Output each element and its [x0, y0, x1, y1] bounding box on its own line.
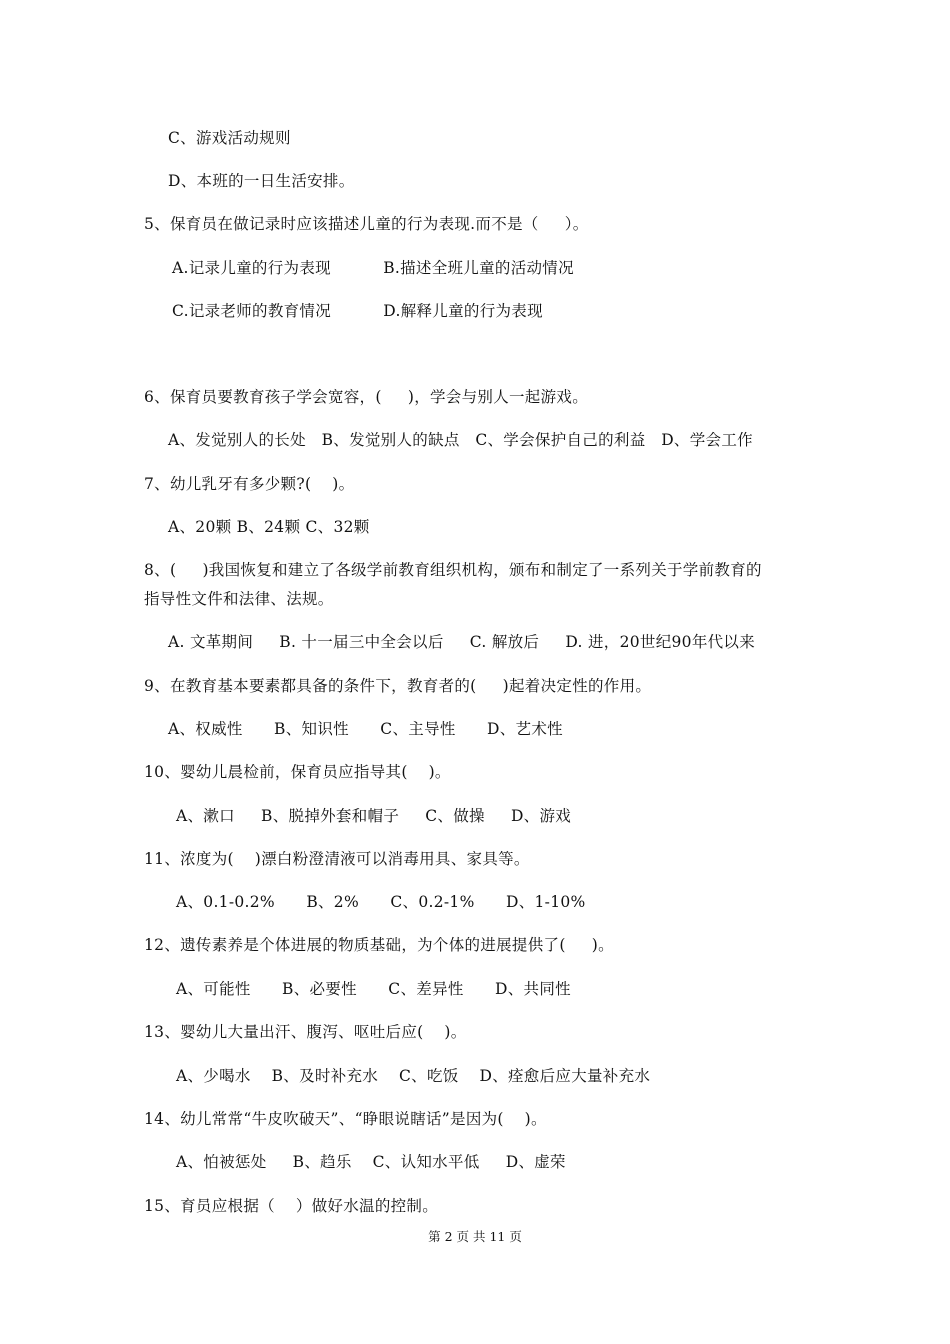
options-13: A、少喝水 B、及时补充水 C、吃饭 D、痊愈后应大量补充水 — [176, 1067, 651, 1085]
options-8: A. 文革期间 B. 十一届三中全会以后 C. 解放后 D. 进，20世纪90年代以来 — [168, 633, 756, 651]
option-line-d-4: D、本班的一日生活安排。 — [168, 172, 355, 190]
options-5-ab: A.记录儿童的行为表现 B.描述全班儿童的活动情况 — [172, 259, 574, 277]
options-12: A、可能性 B、必要性 C、差异性 D、共同性 — [176, 980, 571, 998]
option-line-c-4: C、游戏活动规则 — [168, 129, 291, 147]
options-9: A、权威性 B、知识性 C、主导性 D、艺术性 — [168, 720, 563, 738]
question-8-continued: 指导性文件和法律、法规。 — [144, 590, 334, 608]
options-7: A、20颗 B、24颗 C、32颗 — [168, 518, 370, 536]
question-9: 9、在教育基本要素都具备的条件下，教育者的( )起着决定性的作用。 — [144, 677, 652, 695]
question-13: 13、婴幼儿大量出汗、腹泻、呕吐后应( )。 — [144, 1023, 467, 1041]
options-6: A、发觉别人的长处 B、发觉别人的缺点 C、学会保护自己的利益 D、学会工作 — [168, 431, 753, 449]
question-7: 7、幼儿乳牙有多少颗?( )。 — [144, 475, 355, 493]
question-12: 12、遗传素养是个体进展的物质基础，为个体的进展提供了( )。 — [144, 936, 614, 954]
question-11: 11、浓度为( )漂白粉澄清液可以消毒用具、家具等。 — [144, 850, 530, 868]
question-14: 14、幼儿常常“牛皮吹破天”、“睁眼说瞎话”是因为( )。 — [144, 1110, 547, 1128]
question-8: 8、( )我国恢复和建立了各级学前教育组织机构，颁布和制定了一系列关于学前教育的 — [144, 561, 762, 579]
options-14: A、怕被惩处 B、趋乐 C、认知水平低 D、虚荣 — [176, 1153, 566, 1171]
options-10: A、漱口 B、脱掉外套和帽子 C、做操 D、游戏 — [176, 807, 572, 825]
question-5: 5、保育员在做记录时应该描述儿童的行为表现.而不是（ ）。 — [144, 215, 589, 233]
options-11: A、0.1-0.2% B、2% C、0.2-1% D、1-10% — [176, 893, 586, 911]
question-6: 6、保育员要教育孩子学会宽容，( )，学会与别人一起游戏。 — [144, 388, 588, 406]
question-10: 10、婴幼儿晨检前，保育员应指导其( )。 — [144, 763, 451, 781]
question-15: 15、育员应根据（ ）做好水温的控制。 — [144, 1197, 439, 1215]
options-5-cd: C.记录老师的教育情况 D.解释儿童的行为表现 — [172, 302, 543, 320]
page-number-footer: 第 2 页 共 11 页 — [428, 1229, 522, 1244]
